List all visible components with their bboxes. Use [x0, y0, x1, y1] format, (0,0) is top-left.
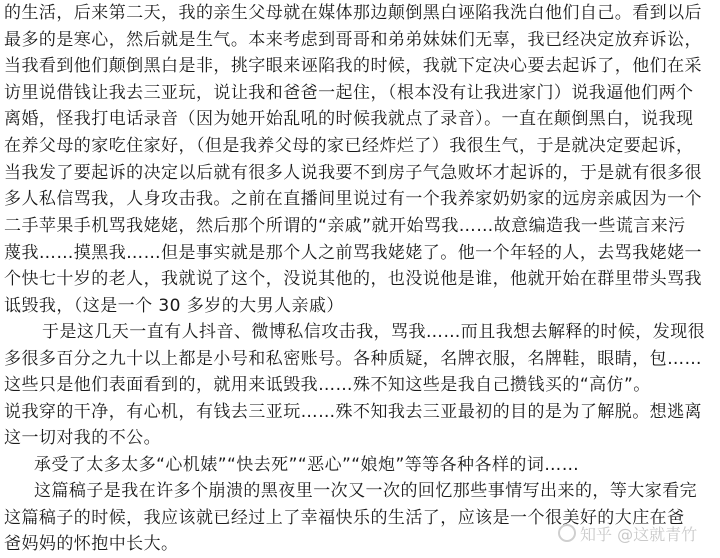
text-line-6: 在养父母的家吃住家好，（但是我养父母的家已经炸烂了）我很生气，于是就决定要起诉， — [4, 136, 694, 156]
text-line-18: 承受了太多太多“心机婊”“快去死”“恶心”“娘炮”等等各种各样的词…… — [34, 455, 580, 475]
text-line-5: 离婚，怪我打电话录音（因为她开始乱吼的时候我就点了录音）。一直在颠倒黑白，说我现 — [4, 109, 694, 129]
text-line-19: 这篇稿子是我在许多个崩溃的黑夜里一次又一次的回忆那些事情写出来的，等大家看完 — [34, 481, 698, 501]
zhihu-logo-icon — [558, 524, 576, 542]
text-line-15: 这些只是他们表面看到的，就用来诋毁我……殊不知这些是我自己攒钱买的“高仿”。 — [4, 375, 651, 395]
text-line-14: 多很多百分之九十以上都是小号和私密账号。各种质疑，名牌衣服，名牌鞋，眼睛，包…… — [4, 349, 702, 369]
text-line-4: 访里说借钱让我去三亚玩，说让我和爸爸一起住，（根本没有让我进家门）说我逼他们两个 — [4, 83, 694, 103]
watermark — [558, 520, 697, 546]
text-line-2: 最多的是寒心，然后就是生气。本来考虑到哥哥和弟弟妹妹们无辜，我已经决定放弃诉讼， — [4, 30, 702, 50]
text-line-13: 于是这几天一直有人抖音、微博私信攻击我，骂我……而且我想去解释的时候，发现很 — [42, 322, 706, 342]
text-line-12: 诋毁我，（这是一个 30 多岁的大男人亲戚） — [4, 296, 344, 316]
text-line-7: 当我发了要起诉的决定以后就有很多人说我要不到房子气急败坏才起诉的，于是就有很多很 — [4, 163, 702, 183]
text-line-20: 这篇稿子的时候，我应该就已经过上了幸福快乐的生活了，应该是一个很美好的大庄在爸 — [4, 508, 685, 528]
text-line-1: 的生活，后来第二天，我的亲生父母就在媒体那边颠倒黑白诬陷我洗白他们自己。看到以后 — [4, 3, 702, 23]
text-line-8: 多人私信骂我，人身攻击我。之前在直播间里说过有一个我养家奶奶家的远房亲戚因为一个 — [4, 189, 702, 209]
watermark-text: 知乎 @这就青竹 — [580, 524, 698, 544]
text-line-16: 说我穿的干净，有心机，有钱去三亚玩……殊不知我去三亚最初的目的是为了解脱。想逃离 — [4, 402, 702, 422]
text-line-11: 个快七十岁的老人，我就说了这个，没说其他的，也没说他是谁，他就开始在群里带头骂我 — [4, 269, 702, 289]
text-line-9: 二手苹果手机骂我姥姥，然后那个所谓的“亲戚”就开始骂我……故意编造我一些谎言来污 — [4, 216, 686, 236]
text-line-17: 这一切对我的不公。 — [4, 428, 162, 448]
text-line-21: 爸妈妈的怀抱中长大。 — [4, 534, 179, 554]
text-line-10: 蔑我……摸黑我……但是事实就是那个人之前骂我姥姥了。他一个年轻的人，去骂我姥姥一 — [4, 243, 702, 263]
text-line-3: 当我看到他们颠倒黑白是非，挑字眼来诬陷我的时候，我就下定决心要去起诉了，他们在采 — [4, 56, 702, 76]
